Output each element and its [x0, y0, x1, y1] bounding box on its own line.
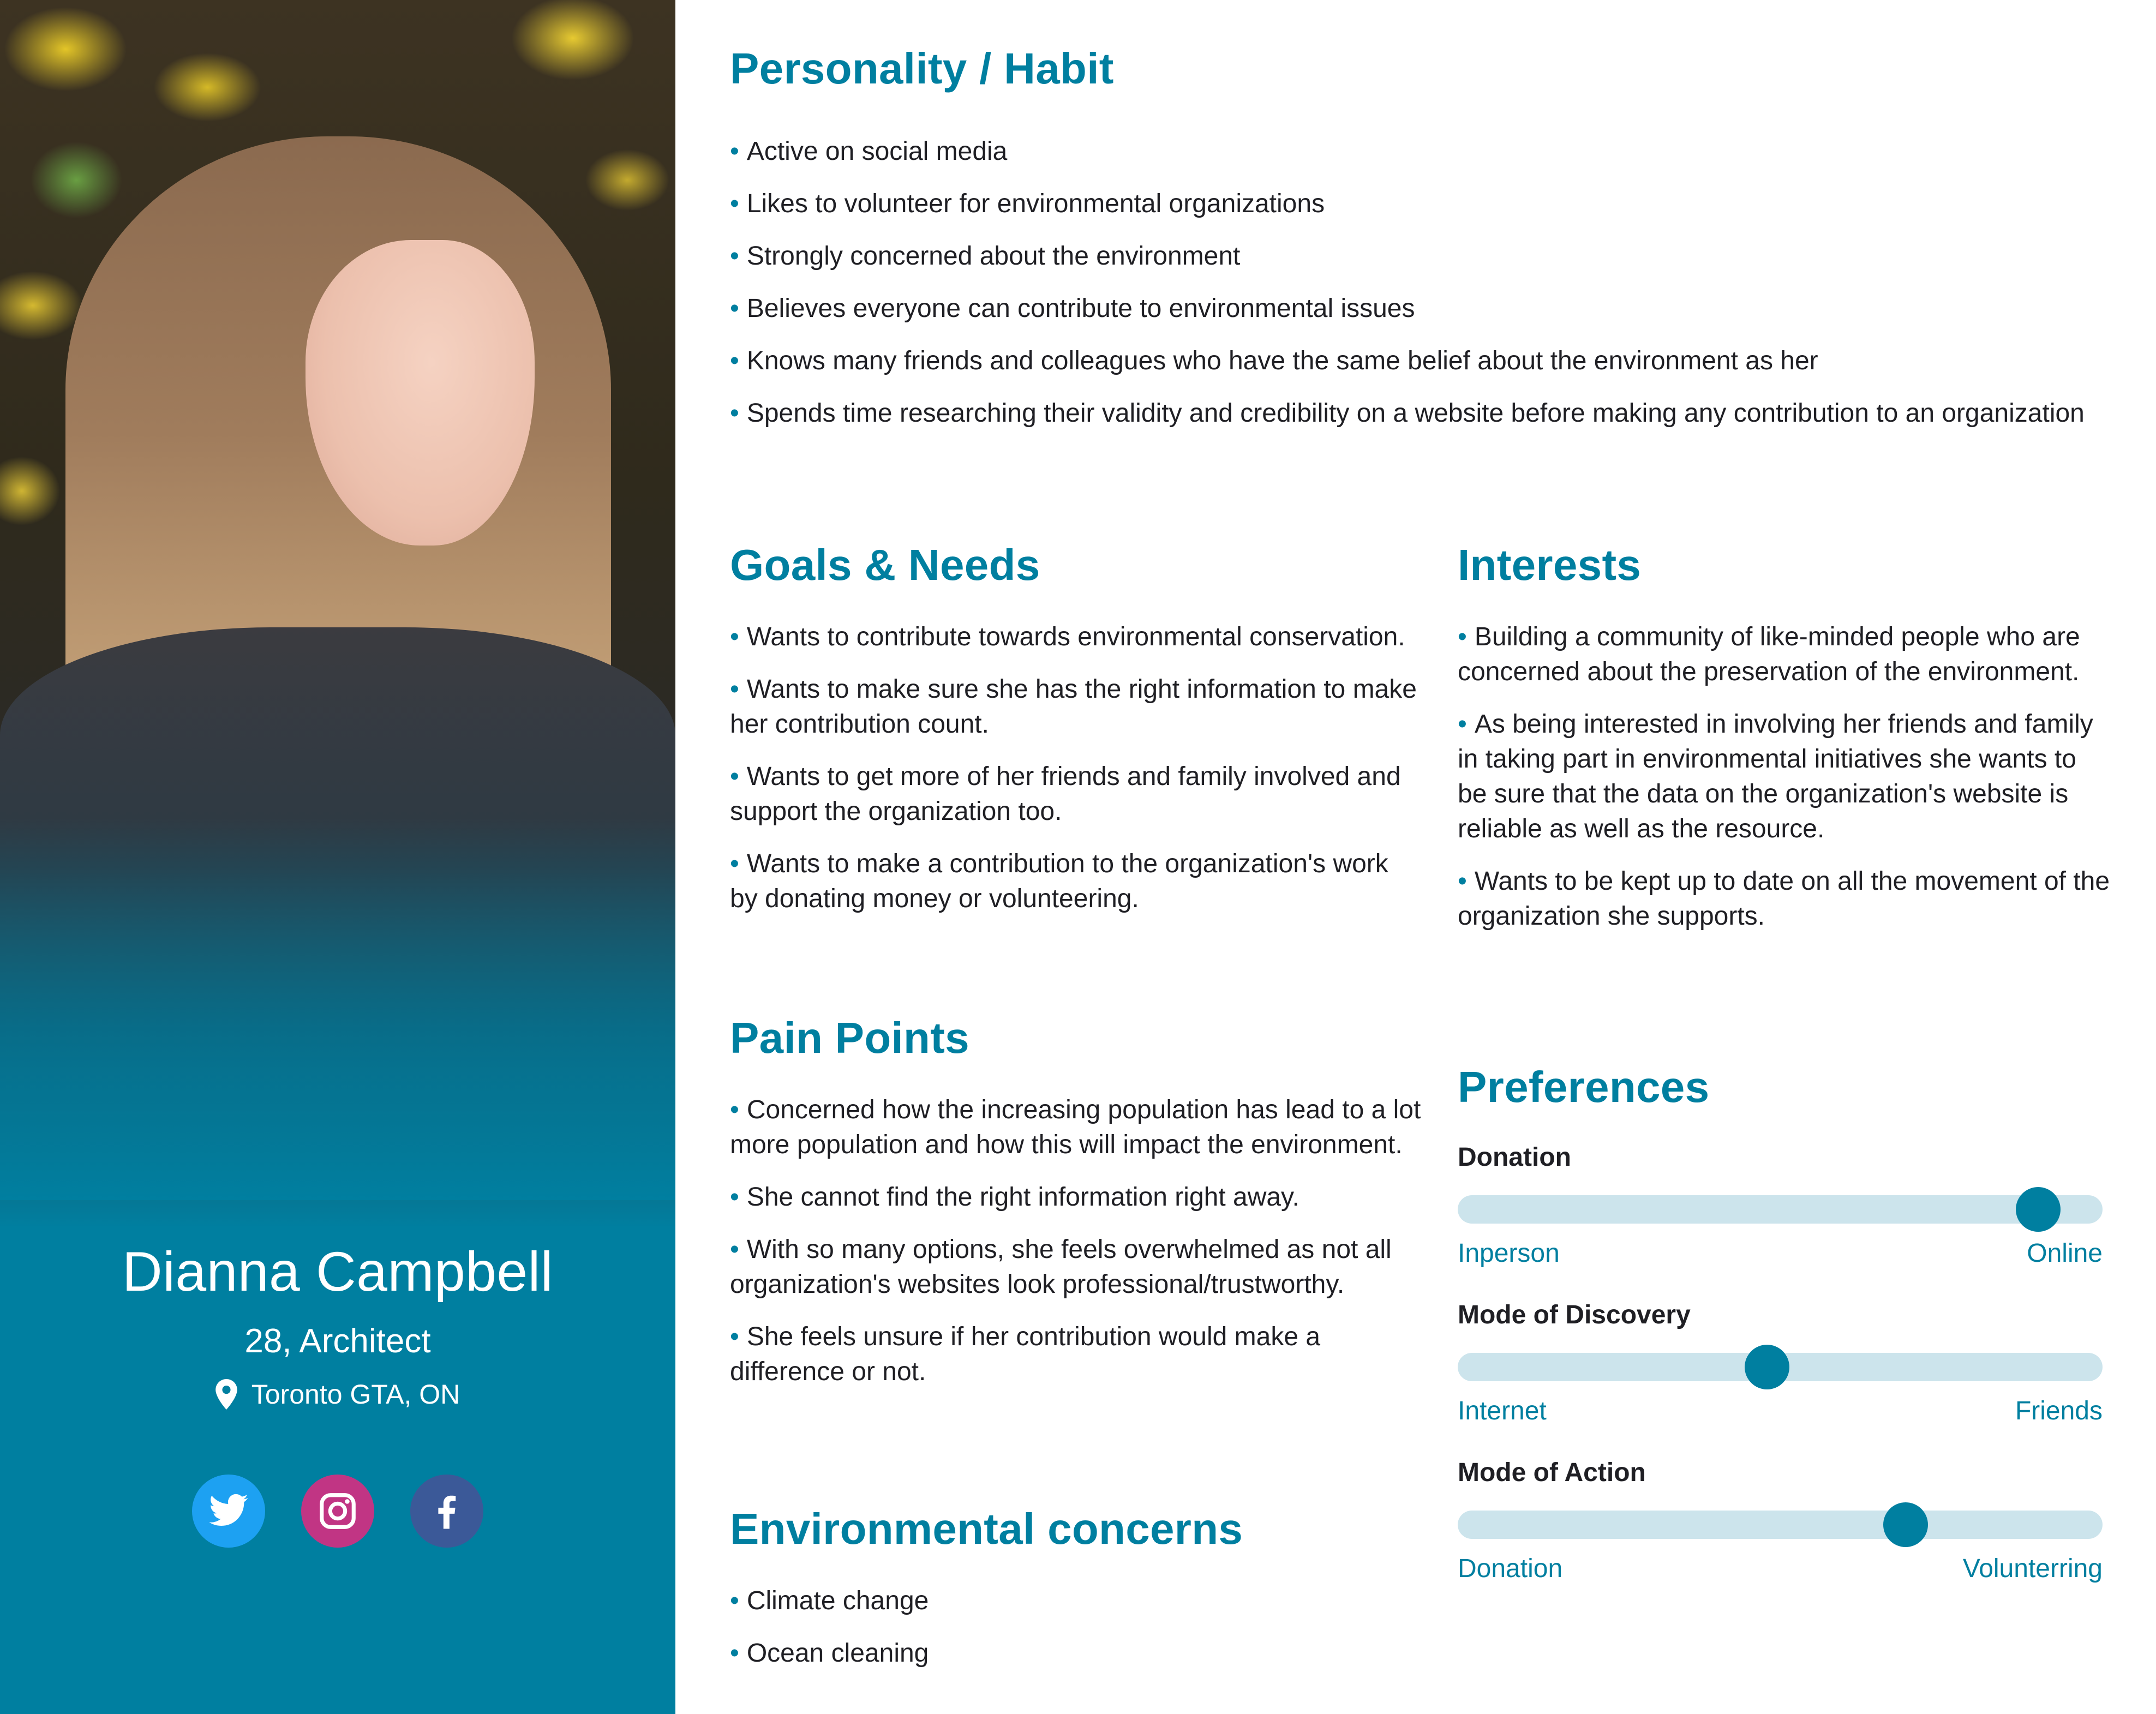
discovery-slider-knob[interactable]	[1745, 1345, 1789, 1389]
interests-list	[1458, 620, 2112, 934]
slider-max-label: Friends	[2015, 1396, 2103, 1425]
list-item: • Wants to make a contribution to the organization's work by donating money or volunteering.	[730, 849, 1388, 913]
photo-gradient-overlay	[0, 818, 675, 1200]
bullet-icon: •	[730, 1586, 739, 1615]
bullet-icon: •	[730, 762, 739, 791]
section-personality	[730, 43, 2116, 440]
pain-points-list	[730, 1093, 1423, 1389]
discovery-slider-track[interactable]	[1458, 1353, 2103, 1381]
persona-name: Dianna Campbell	[122, 1240, 553, 1303]
list-item: • Believes everyone can contribute to environmental issues	[730, 294, 1415, 323]
action-slider-knob[interactable]	[1883, 1502, 1928, 1547]
section-goals-needs	[730, 539, 1423, 916]
list-item: • Concerned how the increasing population has lead to a lot more population and how this will impact the environment.	[730, 1095, 1421, 1159]
bullet-icon: •	[730, 1095, 739, 1124]
slider-min-label: Inperson	[1458, 1238, 1560, 1268]
bullet-icon: •	[1458, 867, 1467, 896]
facebook-link[interactable]	[410, 1475, 483, 1548]
facebook-icon	[426, 1490, 468, 1532]
preference-donation	[1458, 1142, 2112, 1269]
list-item: • She cannot find the right information right away.	[730, 1183, 1299, 1212]
twitter-icon	[207, 1490, 250, 1532]
slider-label: Mode of Action	[1458, 1458, 1646, 1488]
list-item: • Ocean cleaning	[730, 1639, 929, 1668]
list-item: • Spends time researching their validity and credibility on a website before making any contribution to an organization	[730, 399, 2085, 428]
section-environmental-concerns	[730, 1503, 1423, 1671]
slider-min-label: Internet	[1458, 1396, 1547, 1425]
list-item: • Knows many friends and colleagues who have the same belief about the environment as her	[730, 346, 1818, 375]
list-item: • Likes to volunteer for environmental organizations	[730, 189, 1325, 218]
bullet-icon: •	[730, 675, 739, 704]
bullet-icon: •	[730, 137, 739, 166]
persona-role: 28, Architect	[244, 1322, 431, 1361]
preference-mode-of-discovery	[1458, 1299, 2112, 1427]
instagram-icon	[316, 1490, 359, 1532]
slider-max-label: Online	[2027, 1238, 2103, 1268]
interests-heading: Interests	[1458, 541, 1642, 589]
bullet-icon: •	[730, 1322, 739, 1351]
list-item: • She feels unsure if her contribution would make a difference or not.	[730, 1322, 1321, 1386]
goals-list	[730, 620, 1423, 916]
bullet-icon: •	[730, 849, 739, 878]
list-item: • Strongly concerned about the environment	[730, 242, 1241, 271]
bullet-icon: •	[730, 1183, 739, 1212]
preferences-heading: Preferences	[1458, 1063, 1710, 1111]
list-item: • Active on social media	[730, 137, 1008, 166]
twitter-link[interactable]	[192, 1475, 265, 1548]
section-interests	[1458, 539, 2112, 934]
goals-heading: Goals & Needs	[730, 541, 1040, 589]
action-slider-track[interactable]	[1458, 1511, 2103, 1539]
bullet-icon: •	[730, 1235, 739, 1264]
pain-points-heading: Pain Points	[730, 1014, 969, 1062]
bullet-icon: •	[730, 346, 739, 375]
personality-list	[730, 125, 2116, 440]
list-item: • Building a community of like-minded people who are concerned about the preservation of the environment.	[1458, 622, 2080, 686]
list-item: • Wants to get more of her friends and family involved and support the organization too.	[730, 762, 1401, 826]
section-preferences	[1458, 1061, 2112, 1585]
slider-label: Donation	[1458, 1143, 1571, 1172]
slider-label: Mode of Discovery	[1458, 1301, 1691, 1330]
slider-end-labels	[1458, 1395, 2103, 1427]
bullet-icon: •	[1458, 710, 1467, 739]
donation-slider-knob[interactable]	[2016, 1187, 2061, 1232]
bullet-icon: •	[1458, 622, 1467, 651]
slider-end-labels	[1458, 1553, 2103, 1585]
list-item: • As being interested in involving her friends and family in taking part in environmental initiatives she wants to be sure that the data on the organization's website is reliable as well as the resource.	[1458, 710, 2093, 843]
bullet-icon: •	[730, 189, 739, 218]
list-item: • Wants to contribute towards environmental conservation.	[730, 622, 1405, 651]
slider-min-label: Donation	[1458, 1554, 1563, 1583]
slider-max-label: Volunterring	[1962, 1554, 2103, 1583]
slider-end-labels	[1458, 1238, 2103, 1269]
persona-location	[0, 1379, 675, 1410]
bullet-icon: •	[730, 294, 739, 323]
bullet-icon: •	[730, 622, 739, 651]
list-item: • Wants to be kept up to date on all the movement of the organization she supports.	[1458, 867, 2110, 931]
list-item: • Climate change	[730, 1586, 929, 1615]
preference-mode-of-action	[1458, 1457, 2112, 1584]
profile-panel	[0, 0, 675, 1714]
instagram-link[interactable]	[301, 1475, 374, 1548]
bullet-icon: •	[730, 242, 739, 271]
donation-slider-track[interactable]	[1458, 1195, 2103, 1224]
environmental-concerns-heading: Environmental concerns	[730, 1505, 1243, 1553]
list-item: • With so many options, she feels overwhelmed as not all organization's websites look professional/trustworthy.	[730, 1235, 1392, 1299]
map-pin-icon	[215, 1379, 237, 1410]
personality-heading: Personality / Habit	[730, 44, 1114, 93]
environmental-concerns-list	[730, 1584, 1423, 1671]
bullet-icon: •	[730, 1639, 739, 1668]
list-item: • Wants to make sure she has the right information to make her contribution count.	[730, 675, 1417, 739]
bullet-icon: •	[730, 399, 739, 428]
identity-block	[0, 1238, 675, 1548]
section-pain-points	[730, 1012, 1423, 1389]
social-links	[0, 1475, 675, 1548]
location-text: Toronto GTA, ON	[251, 1379, 460, 1410]
